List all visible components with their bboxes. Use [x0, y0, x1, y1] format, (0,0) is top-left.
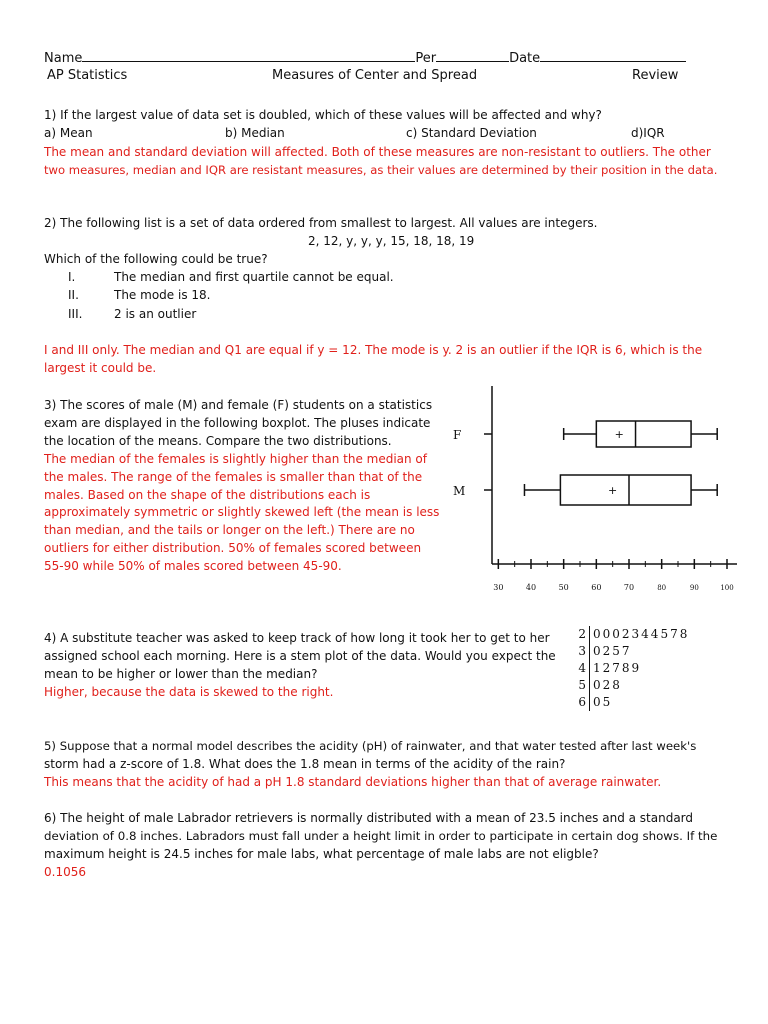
x-tick-label: 80 — [657, 584, 667, 592]
header-name-row — [44, 48, 686, 66]
mean-marker: + — [608, 484, 618, 497]
per-blank[interactable] — [436, 48, 509, 62]
per-label: Per — [415, 51, 437, 66]
stem-value: 6 — [578, 694, 590, 711]
q2-item-num-1: I. — [68, 270, 76, 284]
q6-question-line-2: deviation of 0.8 inches. Labradors must fall under a height limit in order to participate in certain dog shows. If the — [44, 829, 718, 843]
q2-answer-line-1: I and III only. The median and Q1 are equal if y = 12. The mode is y. 2 is an outlier if the IQR is 6, which is the — [44, 343, 703, 357]
q2-item-text-3: 2 is an outlier — [114, 307, 197, 321]
q1-question: 1) If the largest value of data set is doubled, which of these values will be affected and why? — [44, 108, 602, 122]
stem-row — [578, 677, 689, 694]
q3-answer-line-4: approximately symmetric or slightly skewed left (the mean is less — [44, 505, 440, 519]
x-tick-label: 50 — [558, 583, 569, 592]
mean-marker: + — [614, 428, 624, 441]
q3-question-line-3: the location of the means. Compare the two distributions. — [44, 434, 392, 448]
q4-answer: Higher, because the data is skewed to the right. — [44, 685, 334, 699]
course-label: AP Statistics — [47, 68, 128, 83]
leaf-values: 05 — [593, 695, 613, 709]
iqr-box — [596, 421, 691, 447]
q1-option-b: b) Median — [225, 126, 285, 140]
q2-item-num-2: II. — [68, 288, 79, 302]
leaf-values: 0257 — [593, 644, 632, 658]
q1-answer-line-2: two measures, median and IQR are resistant measures, as their values are determined by their position in the data. — [44, 163, 718, 177]
q2-item-num-3: III. — [68, 307, 83, 321]
iqr-box — [560, 475, 691, 505]
q1-option-d: d)IQR — [631, 126, 665, 140]
q1-option-a: a) Mean — [44, 126, 93, 140]
stem-value: 5 — [578, 677, 590, 694]
leaf-values: 028 — [593, 678, 622, 692]
group-label-m: M — [453, 484, 466, 498]
q2-prompt: Which of the following could be true? — [44, 252, 268, 266]
q2-question: 2) The following list is a set of data ordered from smallest to largest. All values are integers. — [44, 216, 598, 230]
x-tick-label: 60 — [591, 583, 602, 592]
q3-answer-line-7: 55-90 while 50% of males scored between 45-90. — [44, 559, 342, 573]
q5-question-line-1: 5) Suppose that a normal model describes the acidity (pH) of rainwater, and that water tested after last week's — [44, 739, 697, 753]
stem-value: 2 — [578, 626, 590, 643]
stem-row — [578, 626, 689, 643]
q2-data-list: 2, 12, y, y, y, 15, 18, 18, 19 — [308, 234, 475, 248]
q3-answer-line-2: the males. The range of the females is smaller than that of the — [44, 470, 423, 484]
date-label: Date — [509, 51, 541, 66]
stem-plot — [578, 626, 689, 711]
review-label: Review — [632, 68, 679, 83]
page-title: Measures of Center and Spread — [272, 68, 478, 83]
x-tick-label: 30 — [493, 583, 504, 592]
q3-answer-line-3: males. Based on the shape of the distributions each is — [44, 488, 371, 502]
date-blank[interactable] — [540, 48, 686, 62]
stem-row — [578, 694, 689, 711]
q5-answer: This means that the acidity of had a pH 1.8 standard deviations higher than that of average rainwater. — [44, 775, 662, 789]
stem-value: 3 — [578, 643, 590, 660]
leaf-values: 12789 — [593, 661, 642, 675]
q3-answer-line-1: The median of the females is slightly higher than the median of — [44, 452, 427, 466]
q5-question-line-2: storm had a z-score of 1.8. What does the 1.8 mean in terms of the acidity of the rain? — [44, 757, 566, 771]
q2-item-text-2: The mode is 18. — [114, 288, 211, 302]
boxplot-chart — [445, 378, 745, 600]
q6-question-line-1: 6) The height of male Labrador retrievers is normally distributed with a mean of 23.5 inches and a standard — [44, 811, 694, 825]
q3-answer-line-6: outliers for either distribution. 50% of females scored between — [44, 541, 422, 555]
q3-question-line-2: exam are displayed in the following boxplot. The pluses indicate — [44, 416, 431, 430]
stem-row — [578, 643, 689, 660]
q6-answer: 0.1056 — [44, 865, 86, 879]
x-tick-label: 70 — [623, 583, 635, 592]
q2-item-text-1: The median and first quartile cannot be equal. — [114, 270, 394, 284]
name-label: Name — [44, 51, 83, 66]
q1-answer-line-1: The mean and standard deviation will affected. Both of these measures are non-resistant to outliers. The other — [44, 145, 711, 159]
name-blank[interactable] — [82, 48, 415, 62]
q6-question-line-3: maximum height is 24.5 inches for male labs, what percentage of male labs are not eligble? — [44, 847, 599, 861]
group-label-f: F — [453, 428, 462, 442]
x-tick-label: 90 — [689, 584, 699, 592]
q1-option-c: c) Standard Deviation — [406, 126, 537, 140]
stem-value: 4 — [578, 660, 590, 677]
x-tick-label: 100 — [720, 584, 734, 592]
leaf-values: 0002344578 — [593, 627, 690, 641]
q4-question-line-2: assigned school each morning. Here is a stem plot of the data. Would you expect the — [44, 649, 556, 663]
q4-question-line-3: mean to be higher or lower than the median? — [44, 667, 318, 681]
stem-row — [578, 660, 689, 677]
q2-answer-line-2: largest it could be. — [44, 361, 157, 375]
x-tick-label: 40 — [525, 583, 537, 592]
q3-answer-line-5: than median, and the tails or longer on the left.) There are no — [44, 523, 415, 537]
q3-question-line-1: 3) The scores of male (M) and female (F) students on a statistics — [44, 398, 433, 412]
q4-question-line-1: 4) A substitute teacher was asked to keep track of how long it took her to get to her — [44, 631, 550, 645]
